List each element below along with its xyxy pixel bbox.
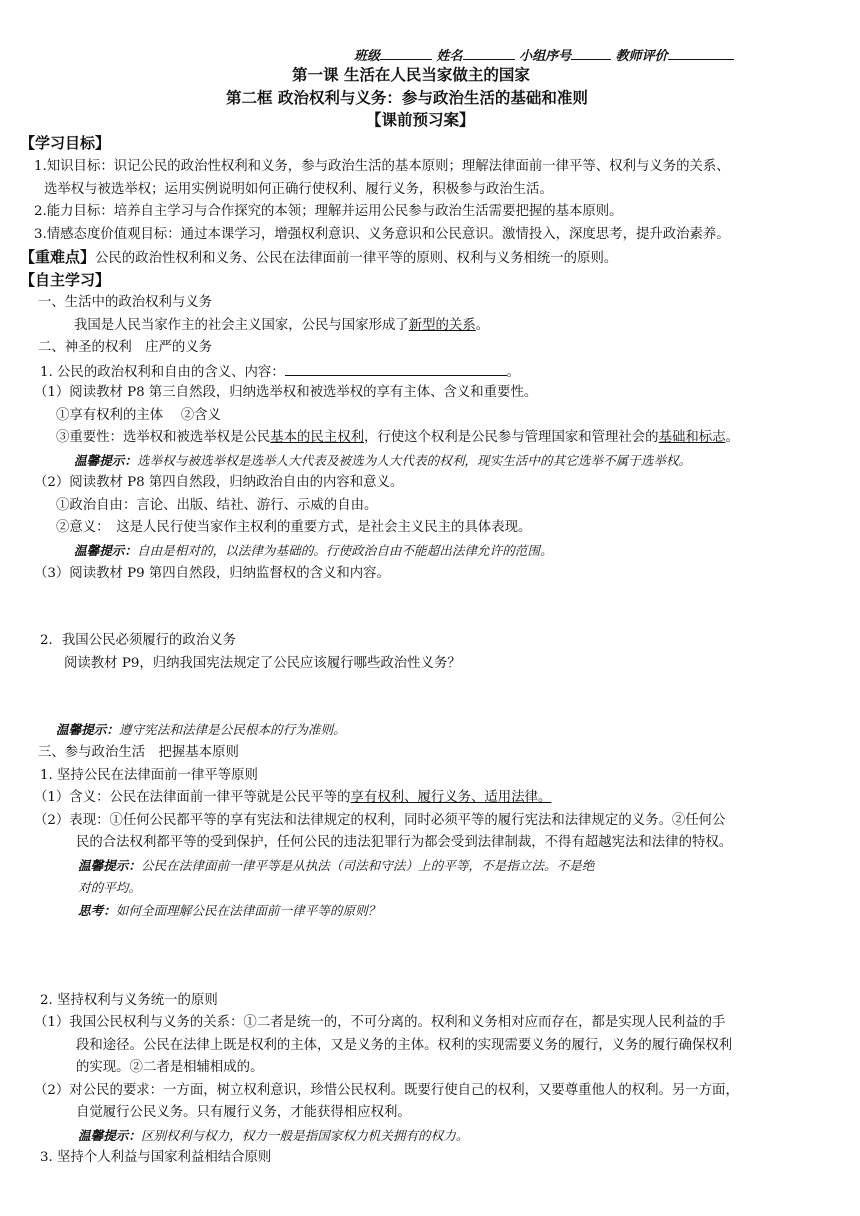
teacher-eval-label: 教师评价 (615, 49, 668, 64)
principle-1-meaning (34, 788, 551, 808)
class-label: 班级 (354, 49, 381, 64)
tip-5-label: 温馨提示： (78, 1128, 141, 1143)
tip-4-text: 公民在法律面前一律平等是从执法（司法和守法）上的平等，不是指立法。不是绝 (140, 858, 595, 873)
key-points-text: 公民的政治性权利和义务、公民在法律面前一律平等的原则、权利与义务相统一的原则。 (95, 251, 618, 266)
question-1-text: 1. 公民的政治权利和自由的含义、内容： (40, 365, 285, 380)
think-question (78, 901, 380, 921)
question-2-text: 阅读教材 P9，归纳我国宪法规定了公民应该履行哪些政治性义务？ (64, 656, 461, 671)
question-1 (40, 361, 520, 383)
objectives-heading: 【学习目标】 (20, 134, 111, 152)
tip-2-label: 温馨提示： (74, 543, 137, 558)
name-label: 姓名 (436, 49, 463, 64)
objective-1-line-1: 1.知识目标：识记公民的政治性权利和义务，参与政治生活的基本原则；理解法律面前一律平等、权利与义务的关系、 (34, 159, 730, 174)
principle-1-performance-line-1: （2）表现：①任何公民都平等的享有宪法和法律规定的权利，同时必须平等的履行宪法和法律规定的义务。②任何公 (34, 813, 726, 828)
tip-2-text: 自由是相对的，以法律为基础的。行使政治自由不能超出法律允许的范围。 (136, 543, 553, 558)
basic-democratic-right-term: 基本的民主权利 (270, 430, 364, 445)
reading-3: （3）阅读教材 P9 第四自然段，归纳监督权的含义和内容。 (34, 566, 390, 581)
class-blank[interactable] (380, 46, 432, 60)
lesson-title: 第一课 生活在人民当家做主的国家 (292, 65, 530, 84)
plan-title: 【课前预习案】 (366, 110, 475, 129)
principle-1-meaning-pre: （1）含义：公民在法律面前一律平等就是公民平等的 (34, 790, 351, 805)
tip-4-line-1 (78, 856, 594, 876)
section-1-text-end: 。 (475, 318, 490, 333)
tip-5-text: 区别权利与权力，权力一般是指国家权力机关拥有的权力。 (140, 1128, 469, 1143)
teacher-eval-blank[interactable] (668, 46, 734, 60)
objective-2: 2.能力目标：培养自主学习与合作探究的本领；理解并运用公民参与政治生活需要把握的基本原则。 (34, 204, 623, 219)
question-1-answer-blank[interactable] (285, 361, 507, 376)
principle-2-requirement-line-2: 自觉履行公民义务。只有履行义务，才能获得相应权利。 (76, 1105, 411, 1120)
equality-terms: 享有权利、履行义务、适用法律。 (350, 790, 552, 805)
section-1-title: 一、生活中的政治权利与义务 (38, 295, 213, 310)
objective-1-line-2: 选举权与被选举权；运用实例说明如何正确行使权利、履行义务，积极参与政治生活。 (44, 182, 553, 197)
section-2-title: 二、神圣的权利 庄严的义务 (38, 340, 213, 355)
section-1-text (74, 316, 489, 336)
think-text: 如何全面理解公民在法律面前一律平等的原则？ (115, 903, 381, 918)
objective-3: 3.情感态度价值观目标：通过本课学习，增强权利意识、义务意识和公民意识。激情投入，深度思考，提升政治素养。 (34, 227, 730, 242)
tip-1-label: 温馨提示： (74, 453, 137, 468)
reading-1: （1）阅读教材 P8 第三自然段，归纳选举权和被选举权的享有主体、含义和重要性。 (34, 385, 538, 400)
question-1-end: 。 (506, 365, 521, 380)
self-study-heading: 【自主学习】 (20, 271, 111, 289)
tip-4-label: 温馨提示： (78, 858, 141, 873)
section-1-text-pre: 我国是人民当家作主的社会主义国家，公民与国家形成了 (74, 318, 409, 333)
group-blank[interactable] (571, 46, 611, 60)
new-relationship-term: 新型的关系 (408, 318, 476, 333)
principle-2-relation-line-1: （1）我国公民权利与义务的关系：①二者是统一的，不可分离的。权利和义务相对应而存在，都是实现人民利益的手 (34, 1015, 726, 1030)
question-2: 2．我国公民必须履行的政治义务 (40, 633, 236, 648)
importance-text-end: 。 (725, 430, 739, 445)
political-freedom-meaning: ②意义： 这是人民行使当家作主权利的重要方式，是社会主义民主的具体表现。 (56, 520, 532, 535)
think-label: 思考： (78, 903, 116, 918)
tip-1-text: 选举权与被选举权是选举人大代表及被选为人大代表的权利，现实生活中的其它选举不属于选举权。 (136, 453, 692, 468)
importance-text-mid: ，行使这个权利是公民参与管理国家和管理社会的 (363, 430, 659, 445)
importance-text-pre: ③重要性：选举权和被选举权是公民 (56, 430, 271, 445)
principle-2-relation-line-3: 的实现。②二者是相辅相成的。 (76, 1060, 264, 1075)
tip-3-label: 温馨提示： (56, 722, 119, 737)
principle-2-relation-line-2: 段和途径。公民在法律上既是权利的主体，又是义务的主体。权利的实现需要义务的履行，义务的履行确保权利 (76, 1038, 733, 1053)
principle-1: 1. 坚持公民在法律面前一律平等原则 (40, 768, 258, 783)
reading-1-subject-meaning: ①享有权利的主体 ②含义 (56, 408, 221, 423)
principle-3: 3. 坚持个人利益与国家利益相结合原则 (40, 1150, 272, 1165)
key-points (20, 247, 617, 269)
tip-2 (74, 541, 553, 561)
principle-2: 2. 坚持权利与义务统一的原则 (40, 993, 218, 1008)
political-freedom: ①政治自由：言论、出版、结社、游行、示威的自由。 (56, 498, 378, 513)
tip-3-text: 遵守宪法和法律是公民根本的行为准则。 (118, 722, 346, 737)
principle-1-performance-line-2: 民的合法权利都平等的受到保护，任何公民的违法犯罪行为都会受到法律制裁，不得有超越宪法和法律的特权。 (76, 835, 733, 850)
student-info-header (354, 46, 734, 67)
reading-1-importance (56, 428, 739, 448)
name-blank[interactable] (463, 46, 515, 60)
basis-and-sign-term: 基础和标志 (658, 430, 726, 445)
key-points-label: 【重难点】 (20, 248, 96, 266)
tip-4-line-2: 对的平均。 (78, 880, 141, 895)
frame-title: 第二框 政治权利与义务：参与政治生活的基础和准则 (226, 88, 588, 107)
tip-5 (78, 1126, 468, 1146)
group-label: 小组序号 (519, 49, 572, 64)
tip-3 (56, 720, 346, 740)
principle-2-requirement-line-1: （2）对公民的要求：一方面，树立权利意识，珍惜公民权利。既要行使自己的权利，又要尊重他人的权利。另一方面， (34, 1083, 739, 1098)
section-3-title: 三、参与政治生活 把握基本原则 (38, 745, 239, 760)
tip-1 (74, 451, 691, 471)
reading-2: （2）阅读教材 P8 第四自然段，归纳政治自由的内容和意义。 (34, 475, 404, 490)
